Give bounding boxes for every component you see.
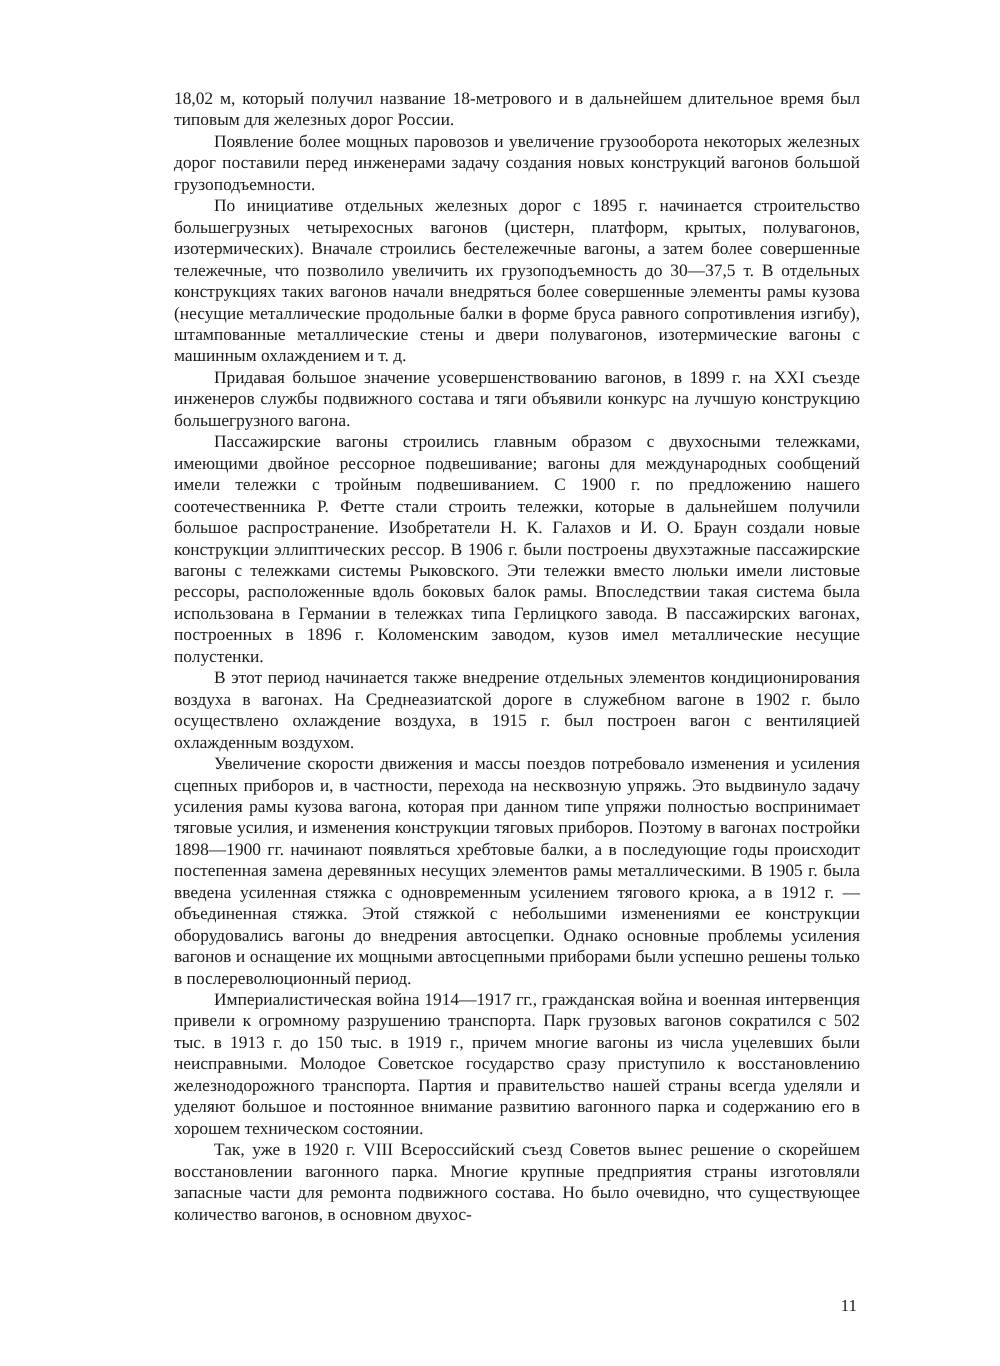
paragraph: Увеличение скорости движения и массы поездов потребовало изменения и усиления сцепных приборов и, в частности, перехода на несквозную упряжь. Это выдвинуло задачу усиления рамы кузова вагона, которая при данном типе упряжи полностью воспринимает тяговые усилия, и изменения конструкции тяговых приборов. Поэтому в вагонах постройки 1898—1900 гг. начинают появляться хребтовые балки, а в последующие годы происходит постепенная замена деревянных несущих элементов рамы металлическими. В 1905 г. была введена усиленная стяжка с одновременным усилением тягового крюка, а в 1912 г. — объединенная стяжка. Этой стяжкой с небольшими изменениями ее конструкции оборудовались вагоны до внедрения автосцепки. Однако основные проблемы усиления вагонов и оснащение их мощными автосцепными приборами были успешно решены только в послереволюционный период. — [174, 753, 860, 988]
paragraph: Появление более мощных паровозов и увеличение грузооборота некоторых железных дорог поставили перед инженерами задачу создания новых конструкций вагонов большой грузоподъемности. — [174, 130, 860, 194]
paragraph: В этот период начинается также внедрение отдельных элементов кондиционирования воздуха в вагонах. На Среднеазиатской дороге в служебном вагоне в 1902 г. было осуществлено охлаждение воздуха, в 1915 г. был построен вагон с вентиляцией охлажденным воздухом. — [174, 667, 860, 752]
body-text — [174, 88, 860, 1225]
paragraph: Империалистическая война 1914—1917 гг., гражданская война и военная интервенция привели к огромному разрушению транспорта. Парк грузовых вагонов сократился с 502 тыс. в 1913 г. до 150 тыс. в 1919 г., причем многие вагоны из числа уцелевших были неисправными. Молодое Советское государство сразу приступило к восстановлению железнодорожного транспорта. Партия и правительство нашей страны всегда уделяли и уделяют большое и постоянное внимание развитию вагонного парка и содержанию его в хорошем техническом состоянии. — [174, 989, 860, 1138]
paragraph: Так, уже в 1920 г. VIII Всероссийский съезд Советов вынес решение о скорейшем восстановлении вагонного парка. Многие крупные предприятия страны изготовляли запасные части для ремонта подвижного состава. Но было очевидно, что существующее количество вагонов, в основном двухос- — [174, 1139, 860, 1224]
page-number: 11 — [840, 1296, 857, 1315]
paragraph: По инициативе отдельных железных дорог с 1895 г. начинается строительство большегрузных четырехосных вагонов (цистерн, платформ, крытых, полувагонов, изотермических). Вначале строились бестележечные вагоны, а затем более совершенные тележечные, что позволило увеличить их грузоподъемность до 30—37,5 т. В отдельных конструкциях таких вагонов начали внедряться более совершенные элементы рамы кузова (несущие металлические продольные балки в форме бруса равного сопротивления изгибу), штампованные металлические стены и двери полувагонов, изотермические вагоны с машинным охлаждением и т. д. — [174, 195, 860, 366]
paragraph: Придавая большое значение усовершенствованию вагонов, в 1899 г. на XXI съезде инженеров службы подвижного состава и тяги объявили конкурс на лучшую конструкцию большегрузного вагона. — [174, 366, 860, 430]
paragraph-continuation: 18,02 м, который получил название 18-метрового и в дальнейшем длительное время был типовым для железных дорог России. — [174, 88, 860, 130]
paragraph: Пассажирские вагоны строились главным образом с двухосными тележками, имеющими двойное рессорное подвешивание; вагоны для международных сообщений имели тележки с тройным подвешиванием. С 1900 г. по предложению нашего соотечественника Р. Фетте стали строить тележки, которые в дальнейшем получили большое распространение. Изобретатели Н. К. Галахов и И. О. Браун создали новые конструкции эллиптических рессор. В 1906 г. были построены двухэтажные пассажирские вагоны с тележками системы Рыковского. Эти тележки вместо люльки имели листовые рессоры, расположенные вдоль боковых балок рамы. Впоследствии такая система была использована в Германии в тележках типа Герлицкого завода. В пассажирских вагонах, построенных в 1896 г. Коломенским заводом, кузов имел металлические несущие полустенки. — [174, 431, 860, 666]
